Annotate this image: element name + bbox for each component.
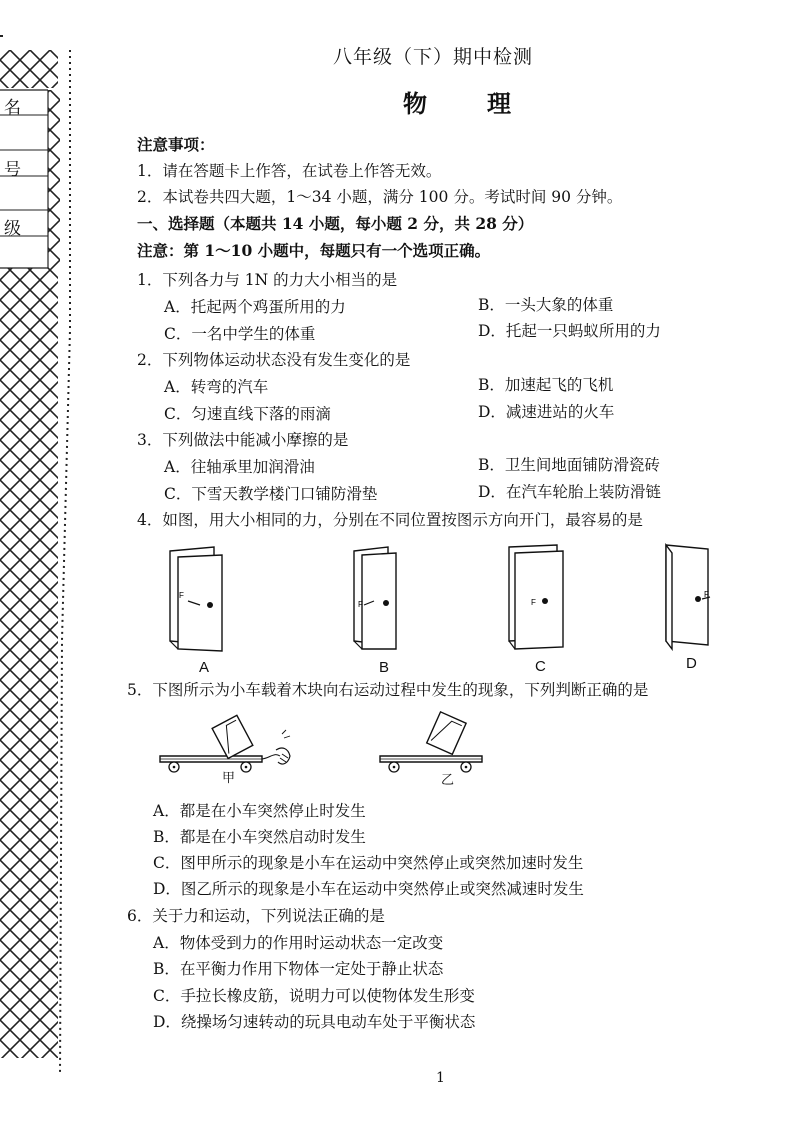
notice-heading: 注意事项： <box>137 135 215 154</box>
section-title: 一、选择题（本题共 14 小题，每小题 2 分，共 28 分） <box>137 214 534 233</box>
door-figure-c <box>505 543 575 653</box>
question-3-stem: 3．下列做法中能减小摩擦的是 <box>137 431 349 449</box>
question-5-option-d: D．图乙所示的现象是小车在运动中突然停止或突然减速时发生 <box>153 880 584 898</box>
sidebar-label-number: 号 <box>4 160 21 180</box>
question-2-option-d: D．减速进站的火车 <box>478 403 615 421</box>
question-6-option-c: C．手拉长橡皮筋，说明力可以使物体发生形变 <box>153 987 475 1005</box>
question-3-option-a: A．往轴承里加润滑油 <box>164 458 315 476</box>
question-3-option-d: D．在汽车轮胎上装防滑链 <box>478 483 661 501</box>
cart-label-jia: 甲 <box>222 771 236 786</box>
question-2-option-c: C．匀速直线下落的雨滴 <box>164 405 331 423</box>
question-5-option-c: C．图甲所示的现象是小车在运动中突然停止或突然加速时发生 <box>153 854 584 872</box>
question-1-option-c: C．一名中学生的体重 <box>164 325 316 343</box>
force-label-a: F <box>179 591 184 600</box>
question-1-option-b: B．一头大象的体重 <box>478 296 614 314</box>
door-figure-b <box>350 545 420 655</box>
cart-figure-yi <box>378 712 488 778</box>
question-5-stem: 5．下图所示为小车载着木块向右运动过程中发生的现象，下列判断正确的是 <box>127 681 649 699</box>
sidebar-label-name: 名 <box>4 98 21 118</box>
question-1-option-d: D．托起一只蚂蚁所用的力 <box>478 322 661 340</box>
question-6-option-a: A．物体受到力的作用时运动状态一定改变 <box>153 934 444 952</box>
figure-label-a: A <box>199 659 210 676</box>
notice-item-2: 2．本试卷共四大题，1～34 小题，满分 100 分。考试时间 90 分钟。 <box>137 188 623 206</box>
question-6-option-d: D．绕操场匀速转动的玩具电动车处于平衡状态 <box>153 1013 476 1031</box>
page-number: 1 <box>436 1070 445 1086</box>
question-2-stem: 2．下列物体运动状态没有发生变化的是 <box>137 351 411 369</box>
section-note: 注意：第 1～10 小题中，每题只有一个选项正确。 <box>137 241 491 260</box>
cart-figure-jia <box>158 712 298 778</box>
question-4-stem: 4．如图，用大小相同的力，分别在不同位置按图示方向开门，最容易的是 <box>137 511 643 529</box>
question-1-stem: 1．下列各力与 1N 的力大小相当的是 <box>137 271 398 289</box>
door-figure-d <box>662 543 732 653</box>
door-figure-a <box>168 545 238 655</box>
question-6-stem: 6．关于力和运动，下列说法正确的是 <box>127 907 385 925</box>
question-2-option-b: B．加速起飞的飞机 <box>478 376 614 394</box>
cart-label-yi: 乙 <box>441 773 455 788</box>
binding-sidebar <box>0 0 75 1123</box>
question-2-option-a: A．转弯的汽车 <box>164 378 269 396</box>
figure-label-d: D <box>686 655 697 672</box>
question-1-option-a: A．托起两个鸡蛋所用的力 <box>164 298 346 316</box>
figure-label-b: B <box>379 659 390 676</box>
sidebar-label-class: 级 <box>4 219 21 239</box>
force-label-b: F <box>358 600 363 609</box>
figure-label-c: C <box>535 658 546 675</box>
question-5-option-b: B．都是在小车突然启动时发生 <box>153 828 366 846</box>
force-label-c: F <box>531 598 536 607</box>
exam-title: 八年级（下）期中检测 <box>333 46 534 68</box>
question-3-option-c: C．下雪天教学楼门口铺防滑垫 <box>164 485 378 503</box>
question-5-option-a: A．都是在小车突然停止时发生 <box>153 802 366 820</box>
question-3-option-b: B．卫生间地面铺防滑瓷砖 <box>478 456 660 474</box>
notice-item-1: 1．请在答题卡上作答，在试卷上作答无效。 <box>137 162 442 180</box>
subject-title: 物 理 <box>403 89 529 118</box>
question-6-option-b: B．在平衡力作用下物体一定处于静止状态 <box>153 960 444 978</box>
force-label-d: F <box>704 590 709 599</box>
